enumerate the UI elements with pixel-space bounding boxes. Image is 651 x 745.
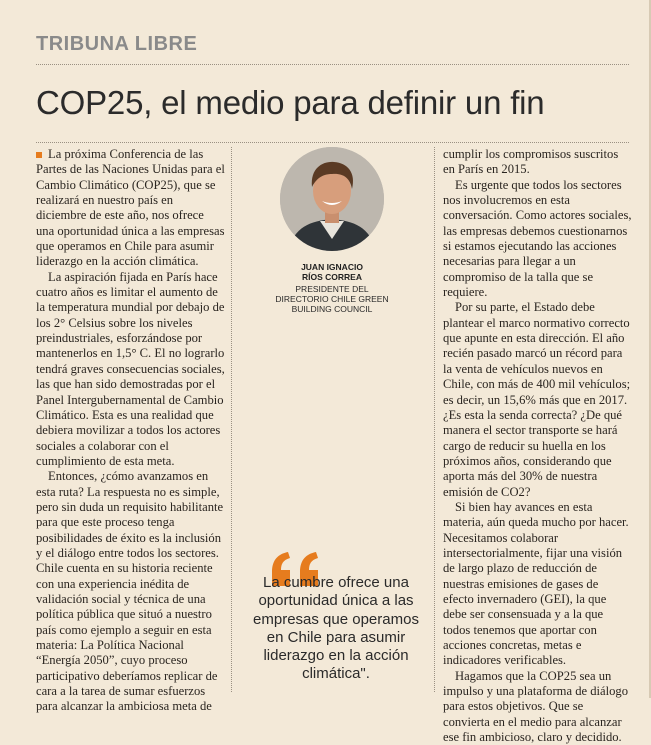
headline: COP25, el medio para definir un fin: [36, 84, 545, 121]
author-photo: [280, 147, 384, 251]
paragraph: cumplir los compromisos suscritos en París en 2015.: [443, 147, 619, 177]
paragraph: Entonces, ¿cómo avanzamos en esta ruta? La respuesta no es simple, pero sin duda un requisito habilitante para que este proceso tenga posibilidades de éxito es la inclusión y el diálogo entre todos los sectores. Chile cuenta en su historia reciente con una experiencia inédita de validación social y técnica de una política pública que situó a nuestro país como ejemplo a seguir en esta materia: La Política Nacional “Energía 2050”, cuyo proceso participativo deberíamos replicar de cara a la tarea de sumar esfuerzos para alcanzar la ambiciosa meta de: [36, 469, 224, 714]
paragraph: La próxima Conferencia de las Partes de las Naciones Unidas para el Cambio Climático (COP25), que se realizará en nuestro país en diciembre de este año, nos ofrece una oportunidad única a las empresas que operamos en Chile para asumir liderazgo en la acción climática.: [36, 147, 225, 269]
pull-quote: La cumbre ofrece una oportunidad única a las empresas que operamos en Chile para asumir liderazgo en la acción climática".: [253, 574, 419, 683]
column-divider-left: [231, 147, 232, 692]
author-name: JUAN IGNACIO RÍOS CORREA: [301, 262, 363, 282]
paragraph: Hagamos que la COP25 sea un impulso y una plataforma de diálogo para estos objetivos. Que se convierta en el medio para alcanzar ese fin ambicioso, claro y decidido.: [443, 668, 629, 745]
author-portrait-icon: [280, 147, 384, 251]
section-title: TRIBUNA LIBRE: [36, 33, 198, 55]
left-column: [36, 147, 225, 715]
paragraph: Es urgente que todos los sectores nos involucremos en esta conversación. Como actores sociales, las empresas debemos cuestionarnos si estamos ejecutando las acciones necesarias para llegar a un compromiso de la talla que se requiere.: [443, 177, 632, 300]
bullet-square-icon: [36, 152, 42, 158]
paragraph: La aspiración fijada en París hace cuatro años es limitar el aumento de la temperatura mundial por debajo de los 2° Celsius sobre los niveles preindustriales, esforzándose por mantenerlos en 1,5° C. El no lograrlo tendrá graves consecuencias sociales, las que han sido demostradas por el Panel Intergubernamental de Cambio Climático. Esta es una realidad que debiera movilizar a todos los actores sociales a colaborar con el cumplimiento de esta meta.: [36, 269, 225, 468]
author-role: PRESIDENTE DEL DIRECTORIO CHILE GREEN BUILDING COUNCIL: [275, 284, 389, 314]
divider-headline: [36, 142, 629, 143]
paragraph: Por su parte, el Estado debe plantear el marco normativo correcto que apunte en esta dirección. El año recién pasado marcó un récord para la venta de vehículos nuevos en Chile, con más de 400 mil vehículos; es decir, un 15,6% más que en 2017. ¿Es esta la senda correcta? ¿De qué manera el sector transporte se hará cargo de reducir su huella en los próximos años, considerando que aporta más del 30% de nuestra emisión de CO2?: [443, 300, 631, 499]
paragraph: Si bien hay avances en esta materia, aún queda mucho por hacer. Necesitamos colaborar intersectorialmente, fijar una visión de largo plazo de reducción de nuestras emisiones de gases de efecto invernadero (GEI), la que debe ser consensuada y a la que todos tenemos que aportar con acciones concretas, metas e indicadores verificables.: [443, 499, 629, 668]
right-column: [443, 147, 632, 745]
divider-top: [36, 64, 629, 65]
column-divider-right: [434, 147, 435, 692]
